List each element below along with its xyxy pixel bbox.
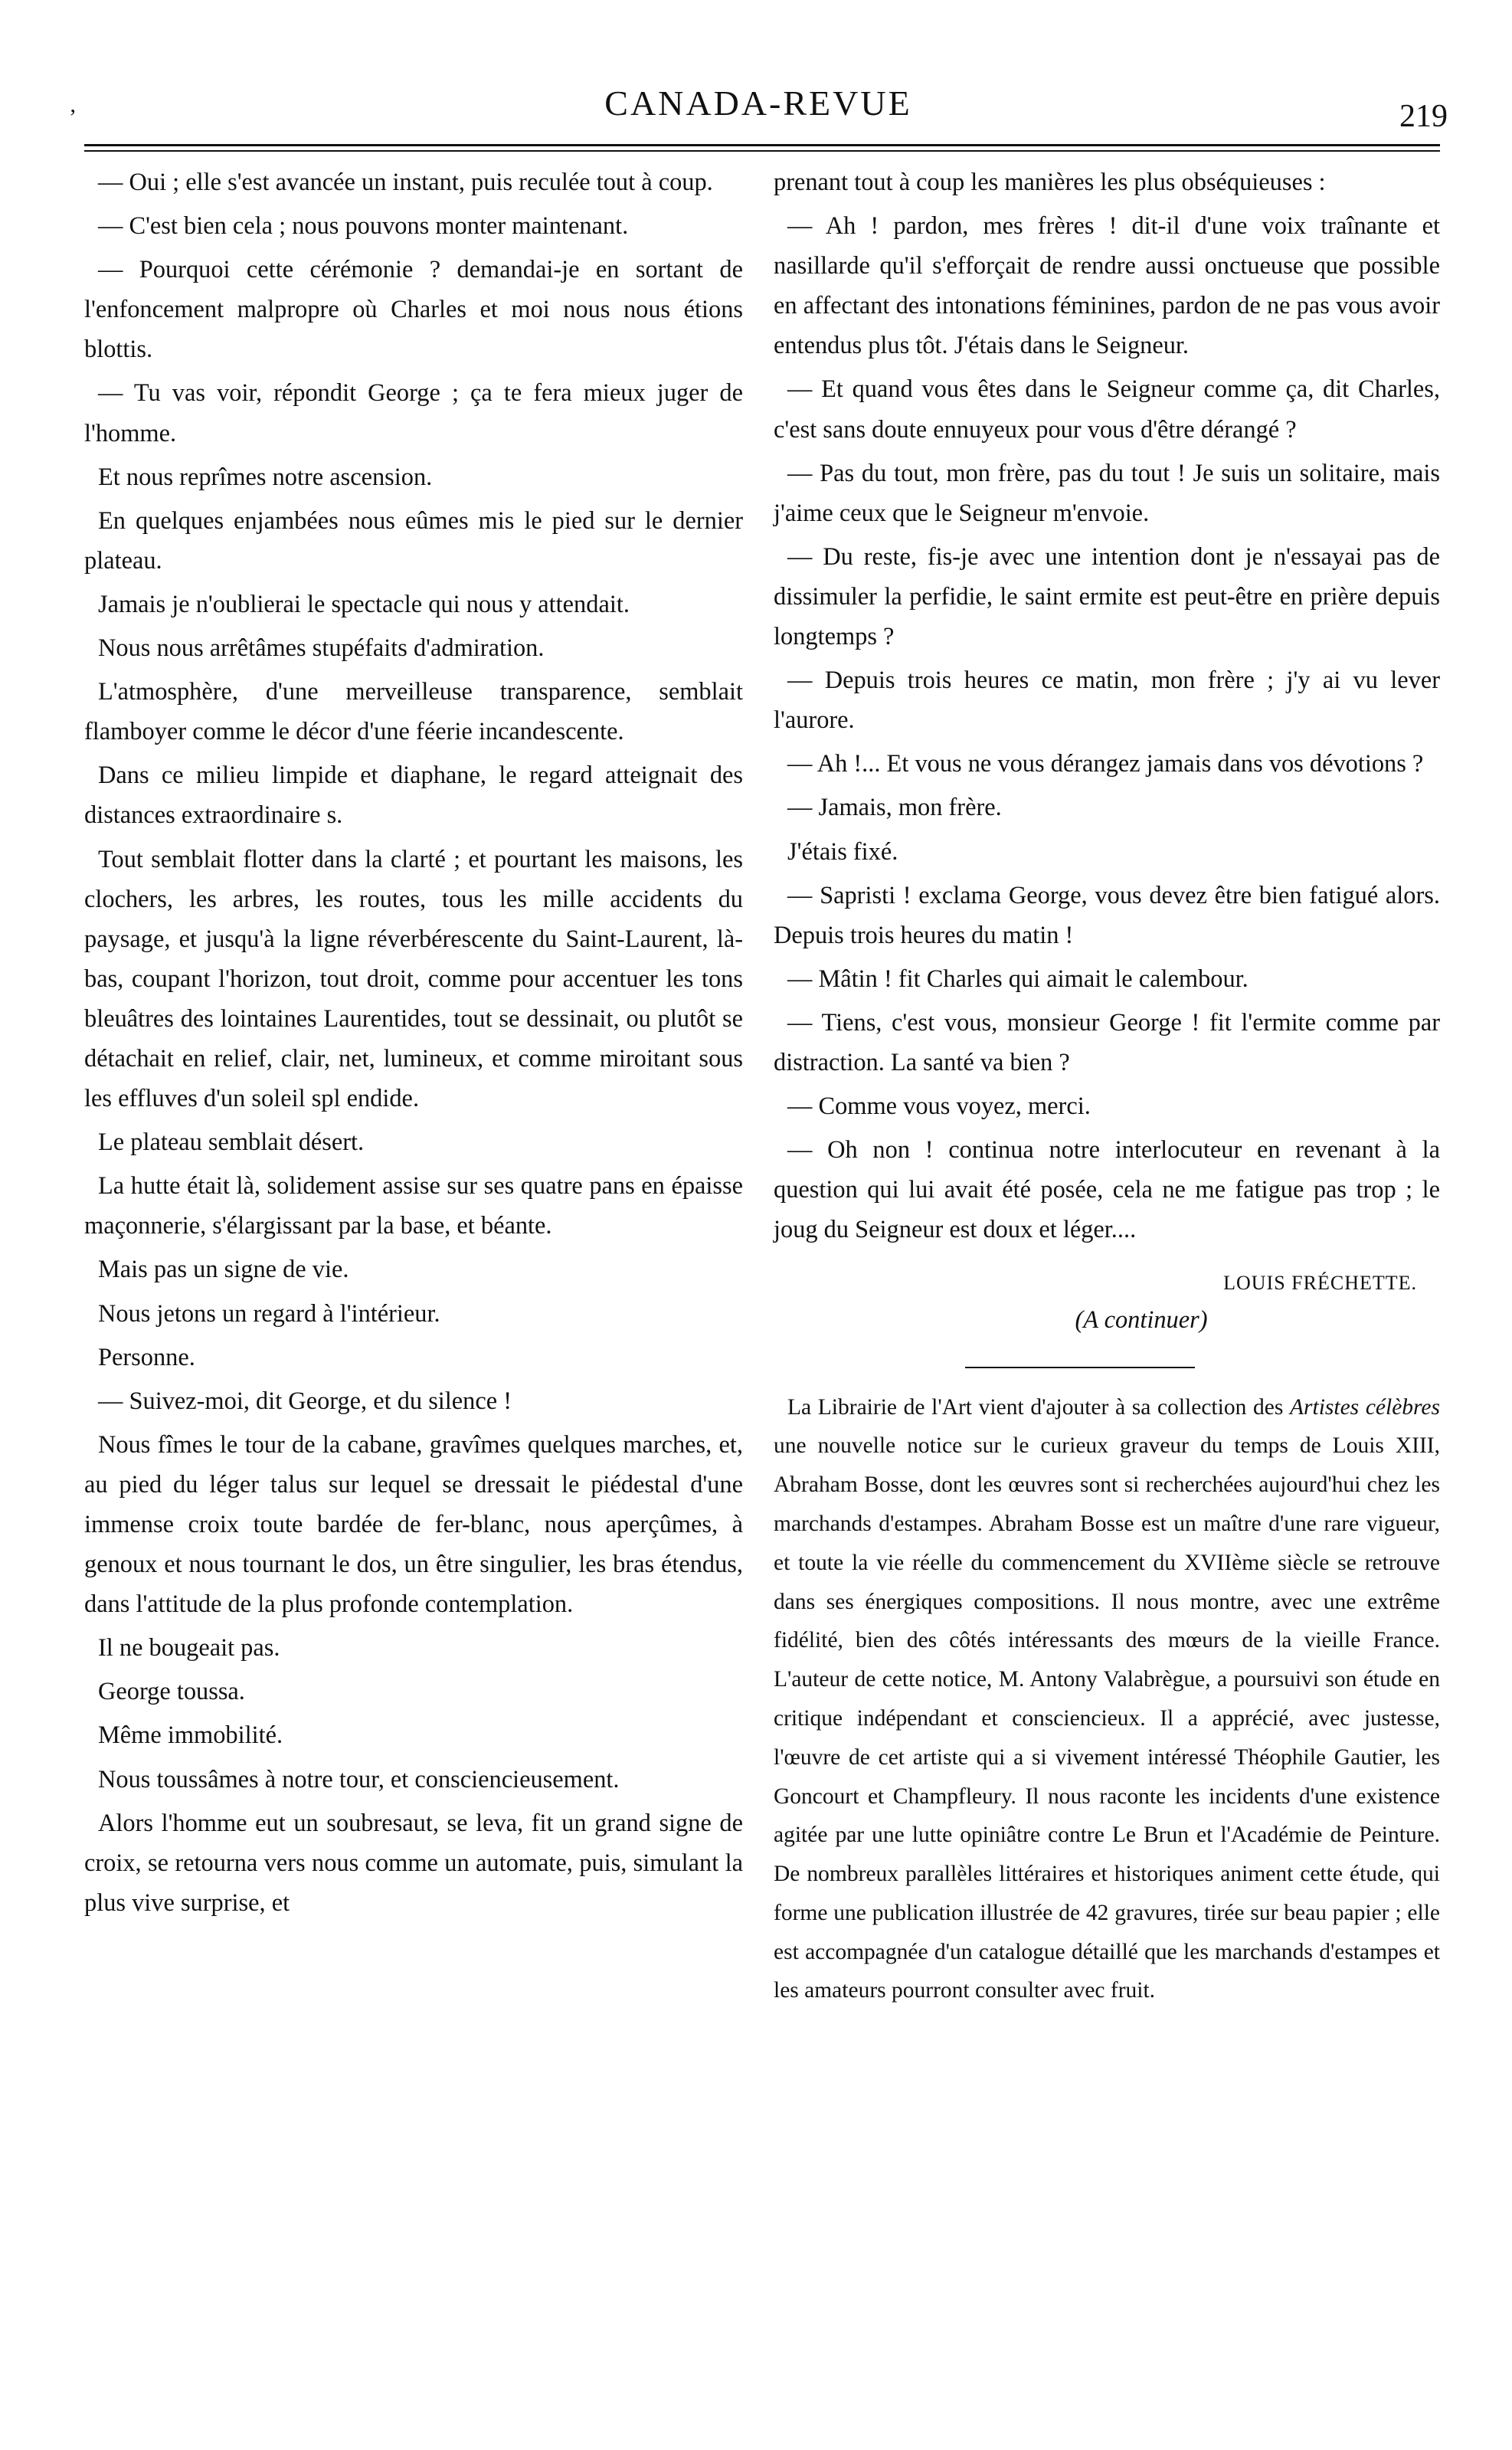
paragraph: En quelques enjambées nous eûmes mis le pied sur le dernier plateau. — [84, 506, 743, 575]
paragraph: Nous fîmes le tour de la cabane, gravîmes quelques marches, et, au pied du léger talus sur lequel se dressait le piédestal d'une immense croix toute bardée de fer-blanc, nous aperçûmes, à genoux et nous tournant le dos, un être singulier, les bras étendus, dans l'attitude de la plus profonde contemplation. — [84, 1430, 743, 1619]
right-column-paragraphs — [774, 162, 1440, 1250]
page-number: 219 — [1399, 99, 1448, 134]
paragraph: — Oui ; elle s'est avancée un instant, puis reculée tout à coup. — [98, 169, 713, 196]
right-column — [774, 162, 1440, 2014]
paragraph: Il ne bougeait pas. — [98, 1634, 280, 1662]
paragraph: Alors l'homme eut un soubresaut, se leva, fit un grand signe de croix, se retourna vers nous comme un automate, puis, simulant la plus vive surprise, et — [84, 1809, 743, 1917]
paragraph: — Pas du tout, mon frère, pas du tout ! Je suis un solitaire, mais j'aime ceux que le Seigneur m'envoie. — [774, 459, 1440, 527]
notice-text-before: La Librairie de l'Art vient d'ajouter à sa collection des — [787, 1394, 1290, 1420]
paragraph: — Du reste, fis-je avec une intention dont je n'essayai pas de dissimuler la perfidie, le saint ermite est peut-être en prière depuis longtemps ? — [774, 542, 1440, 651]
paragraph: Mais pas un signe de vie. — [98, 1256, 349, 1284]
paragraph: — Et quand vous êtes dans le Seigneur comme ça, dit Charles, c'est sans doute ennuyeux pour vous d'être dérangé ? — [774, 375, 1440, 444]
paragraph: Jamais je n'oublierai le spectacle qui nous y attendait. — [98, 590, 630, 618]
paragraph: Dans ce milieu limpide et diaphane, le regard atteignait des distances extraordinaire s. — [84, 762, 743, 830]
header-double-rule — [84, 144, 1440, 152]
paragraph: Tout semblait flotter dans la clarté ; et pourtant les maisons, les clochers, les arbres, les routes, tous les mille accidents du paysage, et jusqu'à la ligne réverbérescente du Saint-Laurent, là-bas, coupant l'horizon, tout droit, comme pour accentuer les tons bleuâtres des lointaines Laurentides, tout se dessinait, ou plutôt se détachait en relief, clair, net, lumineux, et comme miroitant sous les effluves d'un soleil spl endide. — [84, 845, 743, 1113]
paragraph: L'atmosphère, d'une merveilleuse transparence, semblait flamboyer comme le décor d'une féerie incandescente. — [84, 678, 743, 746]
paragraph: — Pourquoi cette cérémonie ? demandai-je en sortant de l'enfoncement malpropre où Charles et moi nous nous étions blottis. — [84, 256, 743, 364]
paragraph: — Oh non ! continua notre interlocuteur en revenant à la question qui lui avait été posée, cela ne me fatigue pas trop ; le joug du Seigneur est doux et léger.... — [774, 1136, 1440, 1244]
paragraph: Le plateau semblait désert. — [98, 1128, 365, 1157]
section-divider — [965, 1367, 1195, 1368]
paragraph: — Tu vas voir, répondit George ; ça te fera mieux juger de l'homme. — [84, 379, 743, 447]
page-header — [69, 77, 1448, 138]
paragraph: — Jamais, mon frère. — [787, 794, 1002, 822]
paragraph: La hutte était là, solidement assise sur ses quatre pans en épaisse maçonnerie, s'élargissant par la base, et béante. — [84, 1172, 743, 1240]
paragraph: — Depuis trois heures ce matin, mon frère ; j'y ai vu lever l'aurore. — [774, 667, 1440, 735]
paragraph: Et nous reprîmes notre ascension. — [98, 463, 433, 491]
paragraph: Nous jetons un regard à l'intérieur. — [98, 1299, 440, 1328]
paragraph: J'étais fixé. — [787, 837, 898, 866]
paragraph: Nous nous arrêtâmes stupéfaits d'admiration. — [98, 634, 545, 663]
paragraph: prenant tout à coup les manières les plus obséquieuses : — [774, 169, 1326, 196]
notice-series-title: Artistes célèbres — [1290, 1394, 1441, 1420]
journal-title: CANADA-REVUE — [604, 84, 912, 123]
paragraph: — Mâtin ! fit Charles qui aimait le calembour. — [787, 965, 1249, 993]
left-column — [84, 162, 743, 1927]
paragraph: — Suivez-moi, dit George, et du silence ! — [98, 1387, 512, 1415]
paragraph: — Tiens, c'est vous, monsieur George ! fit l'ermite comme par distraction. La santé va bien ? — [774, 1008, 1440, 1076]
paragraph: Nous toussâmes à notre tour, et consciencieusement. — [98, 1765, 620, 1793]
paragraph: — C'est bien cela ; nous pouvons monter maintenant. — [98, 212, 629, 241]
paragraph: — Ah !... Et vous ne vous dérangez jamais dans vos dévotions ? — [787, 750, 1424, 778]
paragraph: — Sapristi ! exclama George, vous devez être bien fatigué alors. Depuis trois heures du matin ! — [774, 881, 1440, 949]
to-be-continued: (A continuer) — [1075, 1306, 1208, 1335]
paragraph: — Ah ! pardon, mes frères ! dit-il d'une voix traînante et nasillarde qu'il s'efforçait de rendre aussi onctueuse que possible en affectant des intonations féminines, pardon de ne pas vous avoir entendus plus tôt. J'étais dans le Seigneur. — [774, 212, 1440, 360]
publication-notice — [774, 1388, 1440, 2011]
paragraph: George toussa. — [98, 1678, 245, 1706]
author-signature: LOUIS FRÉCHETTE. — [1223, 1272, 1417, 1295]
paragraph: Même immobilité. — [98, 1721, 283, 1750]
corner-mark: ‚ — [69, 92, 77, 117]
paragraph: — Comme vous voyez, merci. — [787, 1092, 1091, 1121]
notice-text-after: une nouvelle notice sur le curieux graveur du temps de Louis XIII, Abraham Bosse, dont les œuvres sont si recherchées aujourd'hui chez les marchands d'estampes. Abraham Bosse est un maître d'une rare vigueur, et toute la vie réelle du commencement du XVIIème siècle se retrouve dans ses énergiques compositions. Il nous montre, avec une extrême fidélité, bien des côtés intéressants des mœurs de la vieille France. L'auteur de cette notice, M. Antony Valabrègue, a poursuivi son étude en critique indépendant et consciencieux. Il a apprécié, avec justesse, l'œuvre de cet artiste qui a si vivement intéressé Théophile Gautier, les Goncourt et Champfleury. Il nous raconte les incidents d'une existence agitée par une lutte opiniâtre contre Le Brun et l'Académie de Peinture. De nombreux parallèles littéraires et historiques animent cette étude, qui forme une publication illustrée de 42 gravures, tirée sur beau papier ; elle est accompagnée d'un catalogue détaillé que les marchands d'estampes et les amateurs pourront consulter avec fruit. — [774, 1433, 1440, 2003]
paragraph: Personne. — [98, 1343, 195, 1371]
